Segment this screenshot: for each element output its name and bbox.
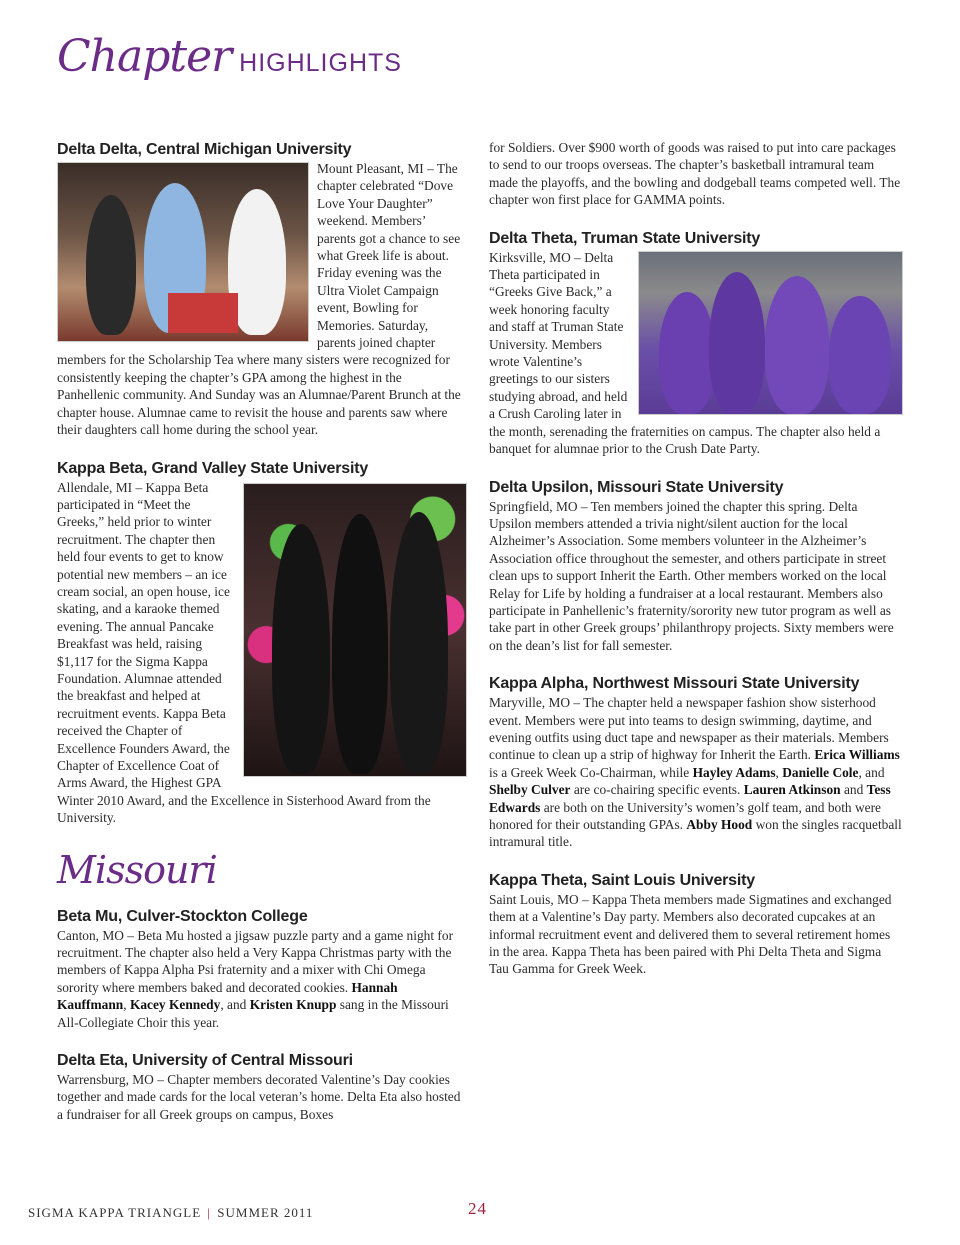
section-heading: Kappa Beta, Grand Valley State University [57,459,369,477]
section-heading: Beta Mu, Culver-Stockton College [57,907,308,925]
member-name: Abby Hood [686,817,753,832]
member-name: Erica Williams [814,747,900,763]
section-body: Springfield, MO – Ten members joined the chapter this spring. Delta Upsilon members attended a trivia night/silent auction for the local Alzheimer’s Association. Some members volunteer in the Alzheimer’s Association office throughout the semester, and others participate in street clean ups to support Inherit the Earth. Other members worked on the local Relay for Life by holding a fundraiser at a local restaurant. Members also participate in Panhellenic’s fraternity/sorority new tutor program as well as take part in other Greek groups’ philanthropy projects. Sixty members were on the dean’s list for fall semester. [489,498,894,653]
photo-figure [709,272,765,414]
body-text: , [775,764,783,780]
member-name: Danielle Cole [782,764,859,780]
section-kappa-alpha [489,674,903,851]
section-delta-theta [489,229,903,458]
body-text: is a Greek Week Co-Chairman, while [489,764,693,780]
photo-figure [765,276,829,414]
member-name: Lauren Atkinson [743,782,841,798]
photo-figure [829,296,891,414]
section-body: Mount Pleasant, MI – The chapter celebrated “Dove Love Your Daughter” weekend. Members’ parents got a chance to see what Greek life is about. Friday evening was the Ultra Violet Campaign event, Bowling for Memories. Saturday, parents joined chapter members for the Scholarship Tea where many sisters were recognized for consistently keeping the chapter’s GPA among the highest in the Panhellenic community. And Sunday was an Alumnae/Parent Brunch at the chapter house. Alumnae came to revisit the house and parents saw where their daughters call home during the school year. [57,161,461,438]
section-kappa-theta [489,871,903,978]
body-text: sang in the Missouri All-Collegiate Choir this year. [57,997,449,1030]
body-text: Maryville, MO – The chapter held a newspaper fashion show sisterhood event. Members were put into teams to design swimming, daytime, and evening outfits using duct tape and newspaper as their materials. Members continue to clean up a strip of highway for Inherit the Earth. [489,695,889,763]
body-text: , and [220,997,250,1013]
section-beta-mu [57,907,467,1031]
missouri-heading: Missouri [57,847,217,892]
section-body: Warrensburg, MO – Chapter members decorated Valentine’s Day cookies together and made cards for the local veteran’s home. Delta Eta also hosted a fundraiser for all Greek groups on campus, Boxes [57,1072,461,1122]
section-delta-delta [57,140,467,439]
right-column [489,139,903,998]
left-column [57,140,467,1143]
publication-name: SIGMA KAPPA TRIANGLE [28,1205,202,1220]
photo-figure [659,292,715,414]
photo-table-item [168,293,238,333]
section-delta-eta-continued [489,139,903,209]
section-heading: Kappa Alpha, Northwest Missouri State University [489,675,860,693]
photo-delta-delta-members [57,162,309,342]
photo-figure [332,514,388,774]
body-text: , and [858,764,885,780]
section-body: for Soldiers. Over $900 worth of goods was raised to put into care packages to send to our troops overseas. The chapter’s basketball intramural team made the playoffs, and the bowling and dodgeball teams competed well. The chapter won first place for GAMMA points. [489,140,901,208]
member-name: Shelby Culver [489,782,571,798]
page-number: 24 [468,1199,487,1218]
section-heading: Kappa Theta, Saint Louis University [489,871,755,889]
section-heading: Delta Upsilon, Missouri State University [489,478,784,496]
section-body: Saint Louis, MO – Kappa Theta members made Sigmatines and exchanged them at a Valentine’s Day party. Members also decorated cupcakes at an informal recruitment event and delivered them to several retirement homes in the area. Kappa Theta has been paired with Phi Delta Theta and Sigma Tau Gamma for Greek Week. [489,891,892,977]
section-heading: Delta Theta, Truman State University [489,229,761,247]
photo-figure [390,512,448,774]
body-text: won the singles racquetball intramural title. [489,817,902,850]
member-name: Hannah Kauffmann [57,979,398,1013]
page-footer [28,1199,932,1225]
photo-figure [272,524,330,774]
title-caps: HIGHLIGHTS [239,49,402,77]
member-name: Kacey Kennedy [129,997,221,1013]
section-delta-eta [57,1051,467,1123]
body-text: are both on the University’s women’s golf team, and both were honored for their outstanding GPAs. [489,799,881,832]
photo-figure [86,195,136,335]
section-heading: Delta Eta, University of Central Missouri [57,1052,353,1070]
section-heading: Delta Delta, Central Michigan University [57,141,352,158]
member-name: Hayley Adams [692,764,776,780]
body-text: are co-chairing specific events. [570,782,744,798]
page-title [57,22,402,92]
section-body: Kirksville, MO – Delta Theta participated in “Greeks Give Back,” a week honoring faculty and staff at Truman State University. Members wrote Valentine’s greetings to our sisters studying abroad, and held a Crush Caroling later in the month, serenading the fraternities on campus. The chapter also held a banquet for alumnae prior to the Crush Date Party. [489,249,881,457]
section-body: Allendale, MI – Kappa Beta participated in “Meet the Greeks,” held prior to winter recruitment. The chapter then held four events to get to know potential new members – an ice cream social, an open house, ice skating, and a karaoke themed evening. The annual Pancake Breakfast was held, raising $1,117 for the Sigma Kappa Foundation. Alumnae attended the breakfast and helped at recruitment events. Kappa Beta received the Chapter of Excellence Founders Award, the Chapter of Excellence Coat of Arms Award, the Highest GPA Winter 2010 Award, and the Excellence in Sisterhood Award from the University. [57,479,431,826]
title-script: Chapter [57,31,232,82]
issue-date: SUMMER 2011 [217,1205,314,1220]
body-text: and [840,782,867,798]
section-body [489,694,903,851]
body-text: , [123,997,130,1013]
photo-delta-theta-members [638,251,903,415]
member-name: Tess Edwards [489,782,891,815]
section-delta-upsilon [489,478,903,655]
section-kappa-beta [57,459,467,827]
section-body [57,927,467,1031]
footer-publication [28,1205,313,1221]
footer-separator: | [207,1205,212,1220]
body-text: Canton, MO – Beta Mu hosted a jigsaw puzzle party and a game night for recruitment. The chapter also held a Very Kappa Christmas party with the members of Kappa Alpha Psi fraternity and a mixer with Chi Omega sorority where members baked and decorated cookies. [57,927,454,995]
member-name: Kristen Knupp [249,997,337,1013]
photo-kappa-beta-members [243,483,467,777]
